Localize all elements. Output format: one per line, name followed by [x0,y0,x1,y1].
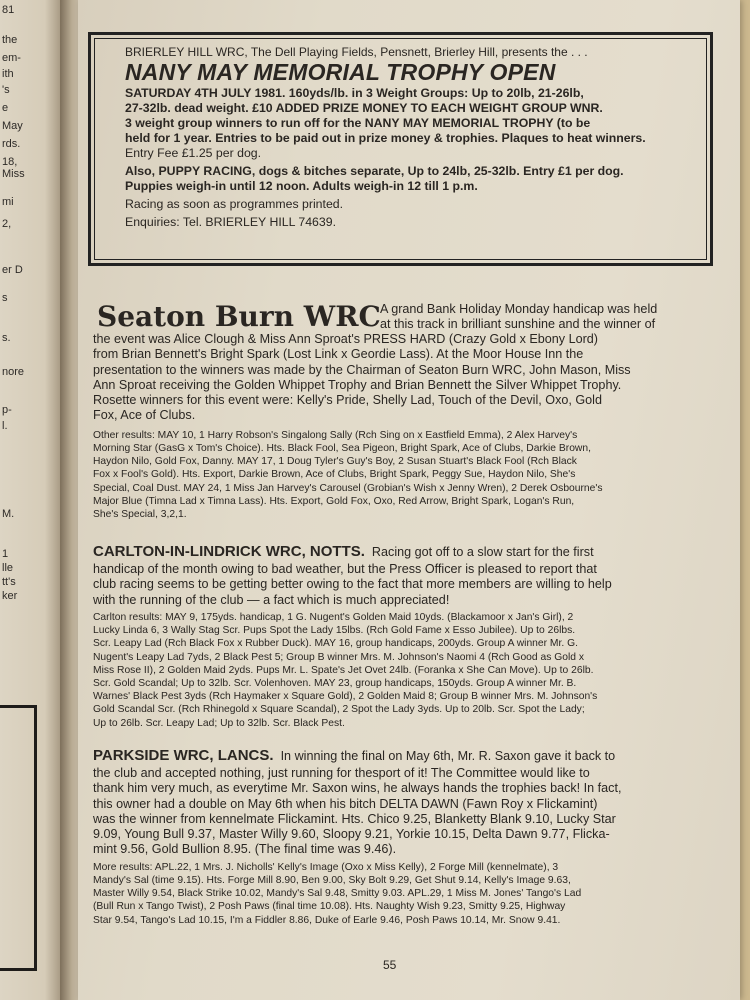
advert-enquiries: Enquiries: Tel. BRIERLEY HILL 74639. [125,215,336,229]
section-seaton-burn [93,300,713,521]
results-line: Morning Star (GasG x Tom's Choice). Hts. Black Fool, Sea Pigeon, Bright Spark, Ace of Clubs, Darkie Brown, [93,442,591,454]
left-page-line: s. [2,332,11,344]
left-page-line: ker [2,590,18,602]
advert-line: 3 weight group winners to run off for the NANY MAY MEMORIAL TROPHY (to be [125,116,591,130]
results-line: Carlton results: MAY 9, 175yds. handicap, 1 G. Nugent's Golden Maid 10yds. (Blackamoor x Jan's Girl), 2 [93,611,574,623]
body-line: the event was Alice Clough & Miss Ann Sproat's PRESS HARD (Crazy Gold x Ebony Lord) [93,332,598,346]
left-page-line: e [2,102,9,114]
section-intro-line: at this track in brilliant sunshine and the winner of [380,317,656,331]
left-page-line: mi [2,196,14,208]
advert-inner-frame [94,38,707,260]
section-parkside [93,748,713,927]
results-line: Gold Scandal Scr. (Rch Rhinegold x Square Scandal), 2 Spot the Lady 3yds. Up to 20lb. Scr. Spot the Lady; [93,704,585,716]
advert-line: SATURDAY 4TH JULY 1981. 160yds/lb. in 3 Weight Groups: Up to 20lb, 21-26lb, [125,86,584,100]
section-heading: CARLTON-IN-LINDRICK WRC, NOTTS. [93,543,365,560]
body-line: was the winner from kennelmate Flickamint. Hts. Chico 9.25, Blanketty Blank 9.10, Lucky Star [93,811,616,826]
advert-intro: BRIERLEY HILL WRC, The Dell Playing Fields, Pensnett, Brierley Hill, presents the . . . [125,45,588,59]
left-page-line: lle [2,562,14,574]
results-line: Miss Rose II), 2 Golden Maid 2yds. Pups Mr. L. Spate's Jet Ovet 24lb. (Foranka x She Can Move). Up to 26lb. [93,664,594,676]
body-line: with the running of the club — a fact which is much appreciated! [93,592,450,607]
section-heading: PARKSIDE WRC, LANCS. [93,747,274,764]
advert-line: held for 1 year. Entries to be paid out in prize money & trophies. Plaques to heat winners. [125,131,646,145]
left-page-line: 2, [2,218,12,230]
left-page-line: the [2,34,18,46]
advert-line: Entry Fee £1.25 per dog. [125,146,262,160]
left-page-line: em- [2,52,21,64]
page-number: 55 [383,958,397,972]
left-page-line: 18, [2,156,18,168]
results-line: Other results: MAY 10, 1 Harry Robson's Singalong Sally (Rch Sing on x Eastfield Emma), 2 Alex Harvey's [93,429,578,441]
left-page-line: ith [2,68,14,80]
results-line: Lucky Linda 6, 3 Wally Stag Scr. Pups Spot the Lady 15lbs. (Rch Gold Fame x Esso Jubilee). Up to 26lbs. [93,625,576,637]
section-intro-line: Racing got off to a slow start for the first [371,545,594,559]
results-line: She's Special, 3,2,1. [93,509,187,520]
results-line: Haydon Nilo, Gold Fox, Danny. MAY 17, 1 Doug Tyler's Guy's Boy, 2 Susan Stuart's Black Fool (Rch Black [93,456,577,468]
results-line: Scr. Gold Scandal; Up to 32lb. Scr. Volenhoven. MAY 23, group handicaps, 150yds. Group A winner Mr. B. [93,677,577,689]
magazine-page [78,0,740,1000]
left-page-line: tt's [2,576,16,588]
left-page-line: rds. [2,138,21,150]
section-intro-line: In winning the final on May 6th, Mr. R. Saxon gave it back to [280,749,616,763]
body-line: club racing seems to be getting better owing to the fact that more members are willing to help [93,577,612,592]
results-line: Nugent's Leapy Lad 7yds, 2 Black Pest 5; Group B winner Mrs. M. Johnson's Naomi 4 (Rch Good as Gold x [93,651,584,663]
body-line: Rosette winners for this event were: Kelly's Pride, Shelly Lad, Touch of the Devil, Oxo, Gold [93,393,602,408]
left-page-box [0,705,37,971]
results-line: More results: APL.22, 1 Mrs. J. Nicholls' Kelly's Image (Oxo x Miss Kelly), 2 Forge Mill (kennelmate), 3 [93,861,559,873]
body-line: thank him very much, as everytime Mr. Saxon wins, he always hands the trophies back! In fact, [93,781,622,796]
advert-line: Also, PUPPY RACING, dogs & bitches separate, Up to 24lb, 25-32lb. Entry £1 per dog. [125,164,624,178]
body-line: from Brian Bennett's Bright Spark (Lost Link x Geordie Lass). At the Moor House Inn the [93,347,584,362]
results-line: Fox x Fool's Gold). Hts. Export, Darkie Brown, Ace of Clubs, Bright Spark, Peggy Sue, Haydon Nilo, She's [93,469,576,481]
section-intro-line: A grand Bank Holiday Monday handicap was held [380,302,658,316]
results-line: Up to 26lb. Scr. Leapy Lad; Up to 32lb. Scr. Black Pest. [93,717,345,729]
left-page-line: l. [2,420,8,432]
body-line: Fox, Ace of Clubs. [93,408,196,423]
body-line: 9.09, Young Bull 9.37, Master Willy 9.60, Sloopy 9.21, Yorkie 10.15, Delta Dawn 9.77, Flicka- [93,827,610,842]
results-line: Master Willy 9.54, Black Strike 10.02, Mandy's Sal 9.48, Smitty 9.03. APL.29, 1 Miss M. Jones' Tango's Lad [93,888,582,900]
results-line: Major Blue (Timna Lad x Timna Lass). Hts. Export, Gold Fox, Oxo, Red Arrow, Bright Spark, Logan's Run, [93,495,575,507]
body-line: mint 9.56, Gold Bullion 8.95. (The final time was 9.46). [93,842,397,857]
results-line: Special, Coal Dust. MAY 24, 1 Miss Jan Harvey's Carousel (Grobian's Wish x Jenny Wren), 2 Derek Osbourne's [93,482,603,494]
advert-line: 27-32lb. dead weight. £10 ADDED PRIZE MONEY TO EACH WEIGHT GROUP WNR. [125,101,603,115]
body-line: Ann Sproat receiving the Golden Whippet Trophy and Brian Bennett the Silver Whippet Trophy. [93,377,622,392]
left-page-line: 1 [2,548,9,560]
results-line: Warnes' Black Pest 3yds (Rch Haymaker x Square Gold), 2 Golden Maid 8; Group B winner Mrs. M. Johnson's [93,691,598,703]
advert-line: Puppies weigh-in until 12 noon. Adults weigh-in 12 till 1 p.m. [125,179,478,193]
body-line: presentation to the winners was made by the Chairman of Seaton Burn WRC, John Mason, Miss [93,362,631,377]
body-line: handicap of the month owing to bad weather, but the Press Officer is pleased to report that [93,562,597,576]
left-page-line: er D [2,264,23,276]
section-heading: Seaton Burn WRC [97,300,381,333]
advert-box [88,32,713,266]
left-page-line: s [2,292,8,304]
body-line: the club and accepted nothing, just running for thesport of it! The Committee would like to [93,766,590,780]
results-line: Mandy's Sal (time 9.15). Hts. Forge Mill 8.90, Ben 9.00, Sky Bolt 9.29, Get Shut 9.14, Kelly's Image 9.63, [93,874,571,886]
body-line: this owner had a double on May 6th when his bitch DELTA DAWN (Fawn Roy x Flickamint) [93,796,598,811]
section-carlton-in-lindrick [93,544,713,730]
advert-title: NANY MAY MEMORIAL TROPHY OPEN [125,59,556,85]
left-page-line: 81 [2,4,15,16]
results-line: (Bull Run x Tango Twist), 2 Posh Paws (final time 10.08). Hts. Naughty Wish 9.23, Smitty 9.25, Highway [93,901,566,913]
left-page-line: Miss [2,168,25,180]
left-page-line: May [2,120,23,132]
left-page-line: nore [2,366,25,378]
advert-line: Racing as soon as programmes printed. [125,197,344,211]
results-line: Star 9.54, Tango's Lad 10.15, I'm a Fiddler 8.86, Duke of Earle 9.46, Posh Paws 10.14, Mr. Snow 9.41. [93,914,561,926]
left-page-line: p- [2,404,12,416]
left-page-edge [0,0,64,1000]
left-page-line: M. [2,508,15,520]
results-line: Scr. Leapy Lad (Rch Black Fox x Rubber Duck). MAY 16, group handicaps, 200yds. Group A winner Mr. G. [93,638,578,650]
left-page-line: 's [2,84,10,96]
